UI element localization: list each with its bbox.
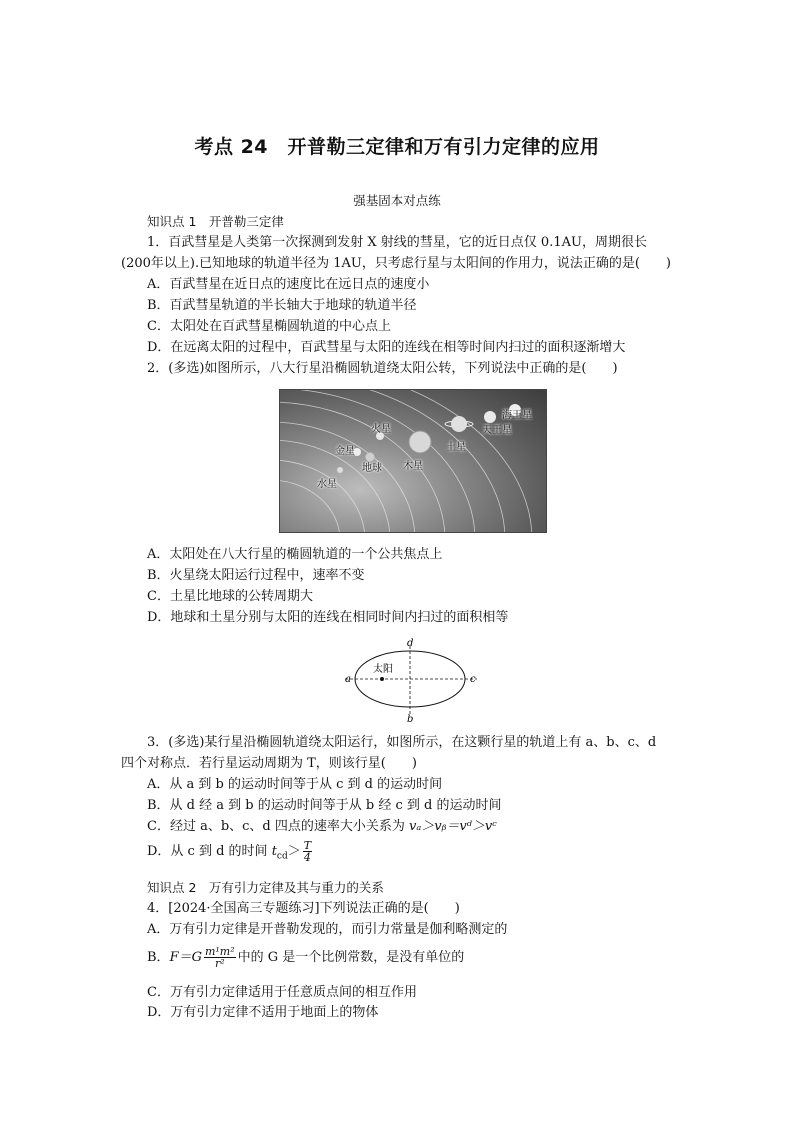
planet-label-venus: 金星 — [335, 446, 355, 457]
q4-stem: 4．[2024·全国高三专题练习]下列说法正确的是( ) — [147, 901, 460, 916]
sun-label: 太阳 — [373, 664, 393, 675]
q3-option-d-sub: cd — [276, 851, 288, 862]
q1-stem-line1: 1．百武彗星是人类第一次探测到发射 X 射线的彗星，它的近日点仅 0.1AU，周期很长 — [147, 235, 647, 250]
q3-option-d-fraction — [303, 840, 312, 863]
planet-label-neptune: 海王星 — [502, 410, 532, 421]
q3-option-d-text: D．从 c 到 d 的时间 — [147, 844, 272, 859]
q1-option-c: C．太阳处在百武彗星椭圆轨道的中心点上 — [147, 319, 391, 334]
knowledge-point-2-heading: 知识点 2 万有引力定律及其与重力的关系 — [147, 880, 384, 895]
q4-formula-numerator: m¹m² — [204, 945, 235, 958]
q3-option-b: B．从 d 经 a 到 b 的运动时间等于从 b 经 c 到 d 的运动时间 — [147, 798, 502, 813]
point-a-label: a — [345, 674, 351, 685]
mercury-dot — [337, 467, 343, 473]
q3-option-c — [147, 817, 497, 837]
q4-option-d: D．万有引力定律不适用于地面上的物体 — [147, 1005, 379, 1020]
q3-option-d-rel: ＞ — [287, 844, 301, 859]
planet-label-jupiter: 木星 — [403, 461, 423, 472]
orbit-ellipse-svg — [340, 636, 490, 724]
q4-option-c: C．万有引力定律适用于任意质点间的相互作用 — [147, 985, 417, 1000]
q2-option-a: A．太阳处在八大行星的椭圆轨道的一个公共焦点上 — [147, 547, 443, 562]
q3-option-d-var: t — [271, 844, 277, 859]
q3-fraction-numerator: T — [303, 839, 312, 852]
point-c-label: c — [470, 674, 476, 685]
q1-option-d: D．在远离太阳的过程中，百武彗星与太阳的连线在相等时间内扫过的面积逐渐增大 — [147, 340, 626, 355]
q4-option-a: A．万有引力定律是开普勒发现的，而引力常量是伽利略测定的 — [147, 922, 508, 937]
orbit-ellipse-figure — [340, 636, 490, 728]
q3-option-c-expr: vₐ＞vᵦ＝vᵈ＞vᶜ — [409, 819, 497, 834]
page-title: 考点 24 开普勒三定律和万有引力定律的应用 — [194, 136, 600, 158]
q3-stem-line1: 3．(多选)某行星沿椭圆轨道绕太阳运行，如图所示，在这颗行星的轨道上有 a、b、c、d — [147, 735, 657, 750]
q1-option-a: A．百武彗星在近日点的速度比在远日点的速度小 — [147, 277, 430, 292]
q2-stem: 2．(多选)如图所示，八大行星沿椭圆轨道绕太阳公转，下列说法中正确的是( ) — [147, 361, 618, 376]
q3-stem-line2: 四个对称点．若行星运动周期为 T，则该行星( ) — [121, 756, 417, 771]
q3-fraction-denominator: 4 — [303, 851, 311, 864]
q2-option-c: C．土星比地球的公转周期大 — [147, 589, 313, 604]
saturn-dot — [451, 416, 467, 432]
planet-label-uranus: 天王星 — [482, 425, 512, 436]
q4-formula-fraction — [204, 946, 236, 969]
solar-system-figure — [279, 389, 547, 533]
section-subtitle: 强基固本对点练 — [353, 193, 441, 208]
q3-option-d — [147, 840, 314, 869]
q2-option-d: D．地球和土星分别与太阳的连线在相同时间内扫过的面积相等 — [147, 610, 509, 625]
q2-option-b: B．火星绕太阳运行过程中，速率不变 — [147, 568, 365, 583]
q4-formula-denominator: r² — [214, 957, 225, 970]
q4-option-b-label: B． — [147, 950, 170, 965]
sun-dot — [380, 677, 384, 681]
q3-option-c-text: C．经过 a、b、c、d 四点的速率大小关系为 — [147, 819, 410, 834]
q1-option-b: B．百武彗星轨道的半长轴大于地球的轨道半径 — [147, 298, 417, 313]
q4-formula-left: F＝G — [169, 950, 202, 965]
q1-stem-line2: (200年以上).已知地球的轨道半径为 1AU，只考虑行星与太阳间的作用力，说法正确的是( ) — [121, 256, 671, 271]
q4-option-b-text: 中的 G 是一个比例常数，是没有单位的 — [237, 950, 465, 965]
knowledge-point-1-heading: 知识点 1 开普勒三定律 — [147, 214, 284, 229]
planet-label-saturn: 土星 — [446, 442, 466, 453]
jupiter-dot — [409, 431, 431, 453]
point-b-label: b — [407, 714, 414, 724]
q3-option-a: A．从 a 到 b 的运动时间等于从 c 到 d 的运动时间 — [147, 777, 443, 792]
planet-label-mars: 火星 — [371, 424, 391, 435]
q4-option-b — [147, 945, 464, 971]
planet-label-earth: 地球 — [362, 463, 382, 474]
point-d-label: d — [407, 638, 414, 649]
planet-label-mercury: 水星 — [317, 479, 337, 490]
